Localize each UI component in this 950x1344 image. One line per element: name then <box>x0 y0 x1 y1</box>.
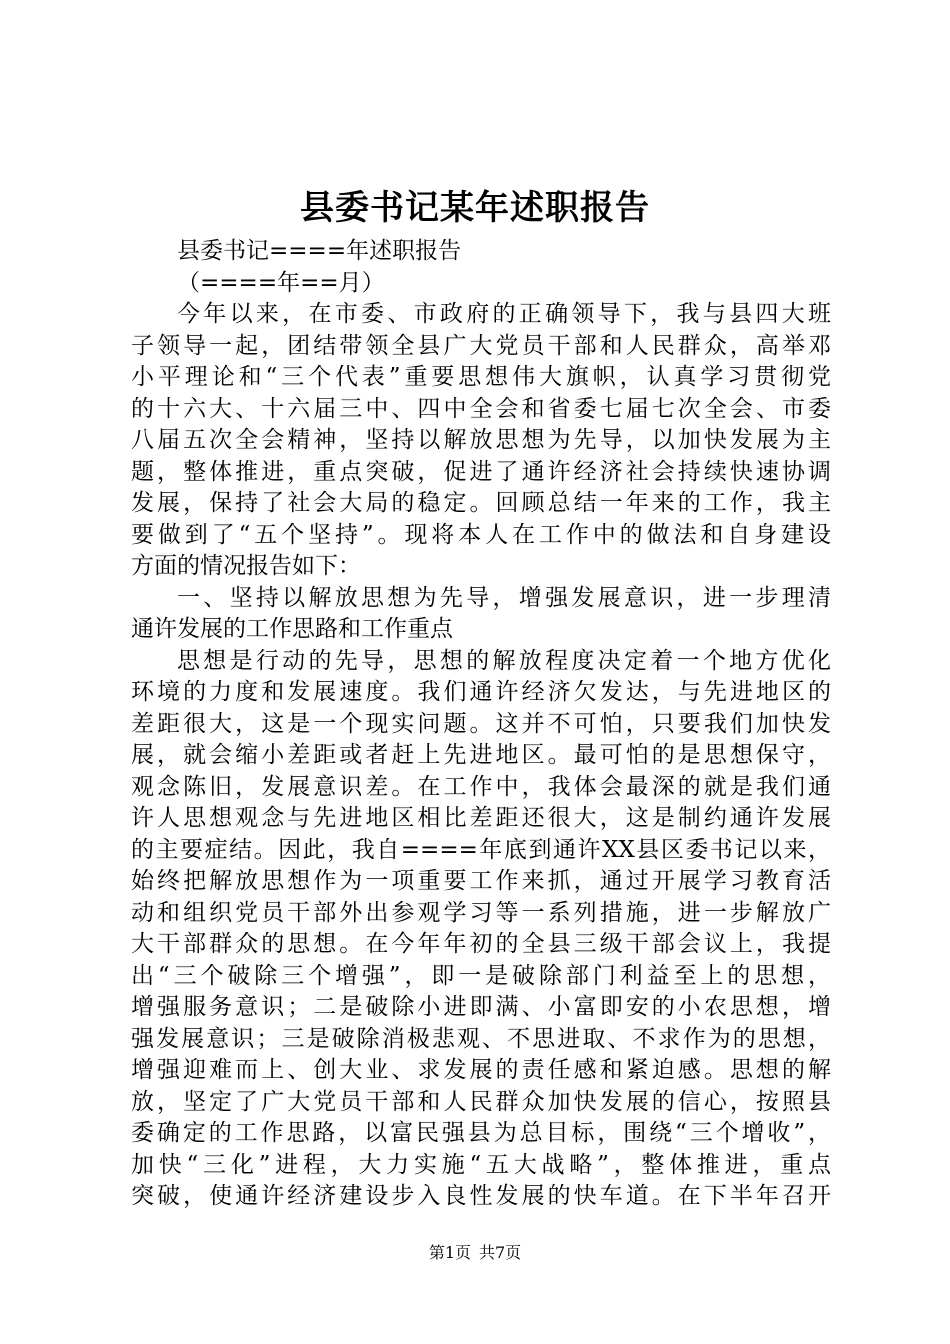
text-line: 差距很大，这是一个现实问题。这并不可怕，只要我们加快发 <box>131 710 831 737</box>
text-line: 许人思想观念与先进地区相比差距还很大，这是制约通许发展 <box>131 805 831 831</box>
text-line: （====年==月） <box>177 269 385 296</box>
text-line: 发展，保持了社会大局的稳定。回顾总结一年来的工作，我主 <box>131 490 831 516</box>
text-line: 观念陈旧，发展意识差。在工作中，我体会最深的就是我们通 <box>131 773 831 800</box>
text-line: 方面的情况报告如下： <box>131 553 361 579</box>
page-number: 第1页 <box>428 1243 471 1262</box>
text-line: 环境的力度和发展速度。我们通许经济欠发达，与先进地区的 <box>131 679 831 705</box>
text-line: 增强迎难而上、创大业、求发展的责任感和紧迫感。思想的解 <box>131 1057 831 1083</box>
text-line: 县委书记====年述职报告 <box>177 238 462 264</box>
text-line: 今年以来，在市委、市政府的正确领导下，我与县四大班 <box>177 301 831 327</box>
text-line: 的十六大、十六届三中、四中全会和省委七届七次全会、市委 <box>131 395 831 422</box>
page-total: 共7页 <box>479 1243 522 1262</box>
document-title: 县委书记某年述职报告 <box>300 188 650 228</box>
text-line: 强发展意识；三是破除消极悲观、不思进取、不求作为的思想， <box>131 1025 831 1052</box>
text-line: 动和组织党员干部外出参观学习等一系列措施，进一步解放广 <box>131 899 831 926</box>
text-line: 始终把解放思想作为一项重要工作来抓，通过开展学习教育活 <box>131 868 831 894</box>
text-line: 大干部群众的思想。在今年年初的全县三级干部会议上，我提 <box>131 931 831 957</box>
document-body <box>131 236 831 1213</box>
text-line: 委确定的工作思路，以富民强县为总目标，围绕“三个增收”， <box>131 1120 831 1146</box>
text-line: 题，整体推进，重点突破，促进了通许经济社会持续快速协调 <box>131 458 831 485</box>
text-line: 通许发展的工作思路和工作重点 <box>131 616 453 642</box>
text-line: 子领导一起，团结带领全县广大党员干部和人民群众，高举邓 <box>131 332 831 359</box>
text-line: 出“三个破除三个增强”，即一是破除部门利益至上的思想， <box>131 962 831 989</box>
page-footer <box>0 1243 950 1263</box>
text-line: 增强服务意识；二是破除小进即满、小富即安的小农思想，增 <box>131 994 831 1020</box>
text-line: 加快“三化”进程，大力实施“五大战略”，整体推进，重点 <box>131 1151 831 1178</box>
text-line: 放，坚定了广大党员干部和人民群众加快发展的信心，按照县 <box>131 1088 831 1115</box>
text-line: 一、坚持以解放思想为先导，增强发展意识，进一步理清 <box>177 584 831 611</box>
text-line: 的主要症结。因此，我自====年底到通许XX县区委书记以来， <box>131 836 831 863</box>
text-line: 突破，使通许经济建设步入良性发展的快车道。在下半年召开 <box>131 1183 831 1209</box>
text-line: 小平理论和“三个代表”重要思想伟大旗帜，认真学习贯彻党 <box>131 364 831 390</box>
text-line: 要做到了“五个坚持”。现将本人在工作中的做法和自身建设 <box>131 521 831 548</box>
text-line: 八届五次全会精神，坚持以解放思想为先导，以加快发展为主 <box>131 427 831 453</box>
text-line: 思想是行动的先导，思想的解放程度决定着一个地方优化 <box>177 647 831 674</box>
text-line: 展，就会缩小差距或者赶上先进地区。最可怕的是思想保守， <box>131 742 831 768</box>
